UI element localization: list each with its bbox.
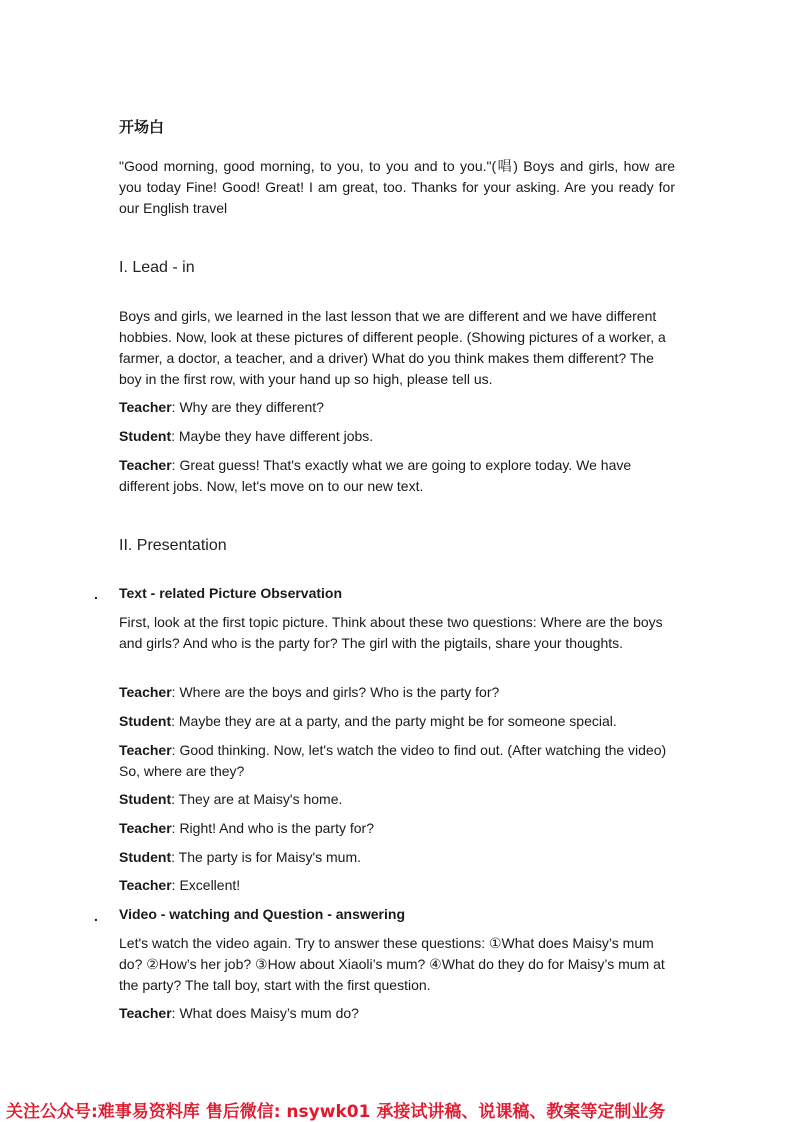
utterance: : Right! And who is the party for? bbox=[171, 820, 375, 836]
part2-title: Video - watching and Question - answering bbox=[119, 906, 405, 922]
dialogue-line bbox=[119, 426, 675, 447]
part1-intro: First, look at the first topic picture. Think about these two questions: Where are the boys and girls? And who is the party for? The girl with the pigtails, share your thoughts. bbox=[119, 614, 663, 651]
utterance: : Why are they different? bbox=[171, 399, 324, 415]
dialogue-line bbox=[119, 818, 675, 839]
utterance: : They are at Maisy's home. bbox=[171, 791, 343, 807]
utterance: : What does Maisy’s mum do? bbox=[171, 1005, 359, 1021]
utterance: : Where are the boys and girls? Who is the party for? bbox=[171, 684, 500, 700]
dialogue-line bbox=[119, 455, 675, 497]
bullet-marker: . bbox=[94, 908, 98, 924]
speaker: Teacher bbox=[119, 742, 172, 758]
utterance: : Maybe they are at a party, and the party might be for someone special. bbox=[171, 713, 617, 729]
utterance: : Good thinking. Now, let's watch the video to find out. (After watching the video) So, where are they? bbox=[119, 742, 667, 779]
part2-intro: Let's watch the video again. Try to answer these questions: ①What does Maisy’s mum do? ②How’s her job? ③How about Xiaoli’s mum? ④What do they do for Maisy’s mum at the party? The tall boy, start with the first question. bbox=[119, 935, 665, 993]
dialogue-line bbox=[119, 875, 675, 896]
opening-text: "Good morning, good morning, to you, to you and to you."(唱) Boys and girls, how are you today Fine! Good! Great! I am great, too. Thanks for your asking. Are you ready for our English travel bbox=[119, 158, 675, 216]
utterance: : Great guess! That's exactly what we are going to explore today. We have different jobs. Now, let's move on to our new text. bbox=[119, 457, 632, 494]
speaker: Teacher bbox=[119, 820, 172, 836]
opening-title: 开场白 bbox=[119, 119, 165, 136]
dialogue-line bbox=[119, 1003, 675, 1024]
utterance: : The party is for Maisy's mum. bbox=[171, 849, 362, 865]
dialogue-line bbox=[119, 740, 675, 782]
footer-watermark: 关注公众号:难事易资料库 售后微信: nsywk01 承接试讲稿、说课稿、教案等定制业务 bbox=[6, 1102, 666, 1122]
speaker: Student bbox=[119, 713, 172, 729]
speaker: Teacher bbox=[119, 684, 172, 700]
dialogue-line bbox=[119, 397, 675, 418]
dialogue-line bbox=[119, 711, 675, 732]
speaker: Student bbox=[119, 849, 172, 865]
speaker: Student bbox=[119, 428, 172, 444]
lead-in-heading: I. Lead - in bbox=[119, 259, 195, 276]
dialogue-line bbox=[119, 789, 675, 810]
dialogue-line bbox=[119, 682, 675, 703]
part1-title: Text - related Picture Observation bbox=[119, 585, 343, 601]
utterance: : Maybe they have different jobs. bbox=[171, 428, 374, 444]
lead-in-intro: Boys and girls, we learned in the last lesson that we are different and we have different hobbies. Now, look at these pictures of different people. (Showing pictures of a worker, a farmer, a doctor, a teacher, and a driver) What do you think makes them different? The boy in the first row, with your hand up so high, please tell us. bbox=[119, 308, 666, 387]
speaker: Teacher bbox=[119, 1005, 172, 1021]
speaker: Student bbox=[119, 791, 172, 807]
speaker: Teacher bbox=[119, 457, 172, 473]
speaker: Teacher bbox=[119, 877, 172, 893]
bullet-marker: . bbox=[94, 586, 98, 602]
dialogue-line bbox=[119, 847, 675, 868]
presentation-heading: II. Presentation bbox=[119, 537, 227, 554]
speaker: Teacher bbox=[119, 399, 172, 415]
utterance: : Excellent! bbox=[171, 877, 241, 893]
